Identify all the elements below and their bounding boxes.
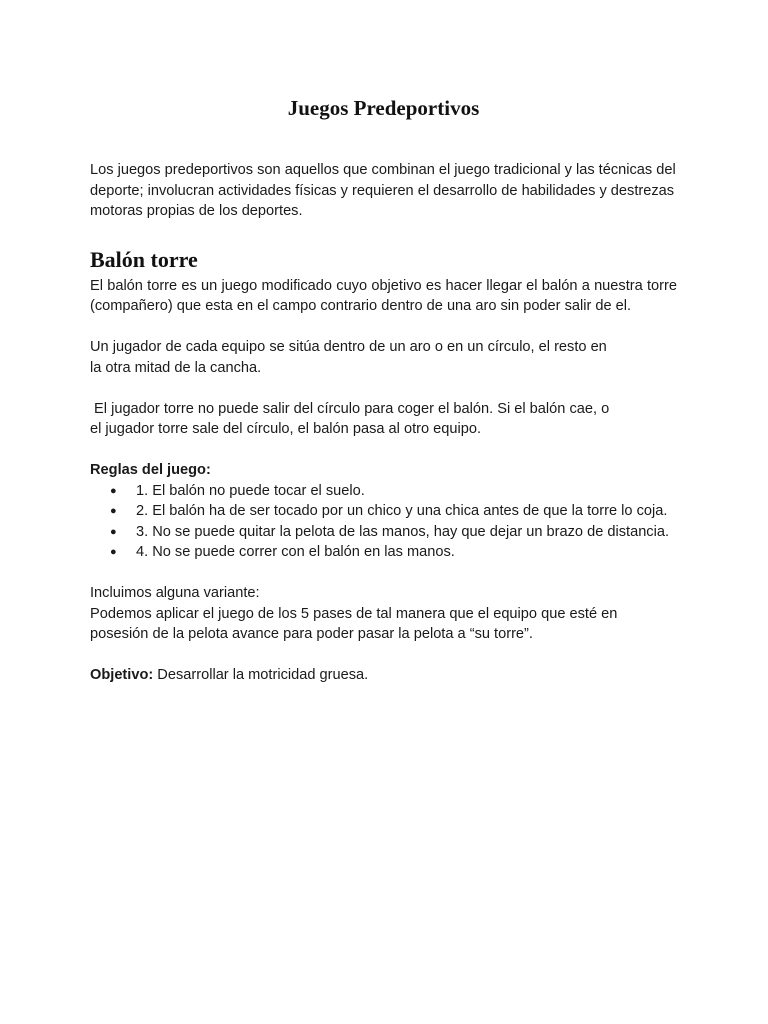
section-paragraph-2	[90, 337, 677, 378]
variant-intro: Incluimos alguna variante:	[90, 585, 260, 601]
spacer	[90, 440, 677, 461]
spacer	[90, 378, 677, 399]
rules-list	[90, 481, 677, 563]
bullet-icon: ●	[110, 505, 117, 517]
rule-text: 1. El balón no puede tocar el suelo.	[136, 482, 365, 499]
rule-item	[90, 542, 677, 563]
spacer	[90, 645, 677, 666]
objective-text: Desarrollar la motricidad gruesa.	[153, 667, 369, 683]
paragraph-2-line-1: Un jugador de cada equipo se sitúa dentro de un aro o en un círculo, el resto en	[90, 339, 607, 355]
section-paragraph-1: El balón torre es un juego modificado cuyo objetivo es hacer llegar el balón a nuestra torre (compañero) que esta en el campo contrario dentro de una aro sin poder salir de el.	[90, 277, 677, 314]
intro-paragraph: Los juegos predeportivos son aquellos que combinan el juego tradicional y las técnicas del deporte; involucran actividades físicas y requieren el desarrollo de habilidades y destrezas motoras propias de los deportes.	[90, 162, 676, 219]
spacer	[90, 563, 677, 584]
rules-heading: Reglas del juego:	[90, 462, 211, 478]
rule-item	[90, 481, 677, 502]
spacer	[90, 317, 677, 338]
section-title: Balón torre	[90, 246, 198, 272]
objective-paragraph	[90, 665, 677, 686]
bullet-icon: ●	[110, 484, 117, 497]
bullet-icon: ●	[110, 546, 117, 558]
variant-paragraph: Podemos aplicar el juego de los 5 pases de tal manera que el equipo que esté en posesión de la pelota avance para poder pasar la pelota a “su torre”.	[90, 605, 618, 642]
rule-text: 4. No se puede correr con el balón en las manos.	[136, 544, 455, 560]
rule-text: 3. No se puede quitar la pelota de las manos, hay que dejar un brazo de distancia.	[136, 523, 670, 540]
section-paragraph-3	[90, 399, 677, 440]
rule-item	[90, 522, 677, 543]
objective-label: Objetivo:	[90, 667, 154, 683]
paragraph-3-line-1: El jugador torre no puede salir del círculo para coger el balón. Si el balón cae, o	[90, 400, 610, 417]
paragraph-2-line-2: la otra mitad de la cancha.	[90, 359, 262, 376]
document-title: Juegos Predeportivos	[287, 96, 480, 120]
bullet-icon: ●	[110, 525, 117, 538]
paragraph-3-line-2: el jugador torre sale del círculo, el balón pasa al otro equipo.	[90, 421, 482, 437]
rule-text: 2. El balón ha de ser tocado por un chico y una chica antes de que la torre lo coja.	[136, 503, 668, 519]
rule-item	[90, 501, 677, 522]
document-page	[90, 92, 677, 686]
